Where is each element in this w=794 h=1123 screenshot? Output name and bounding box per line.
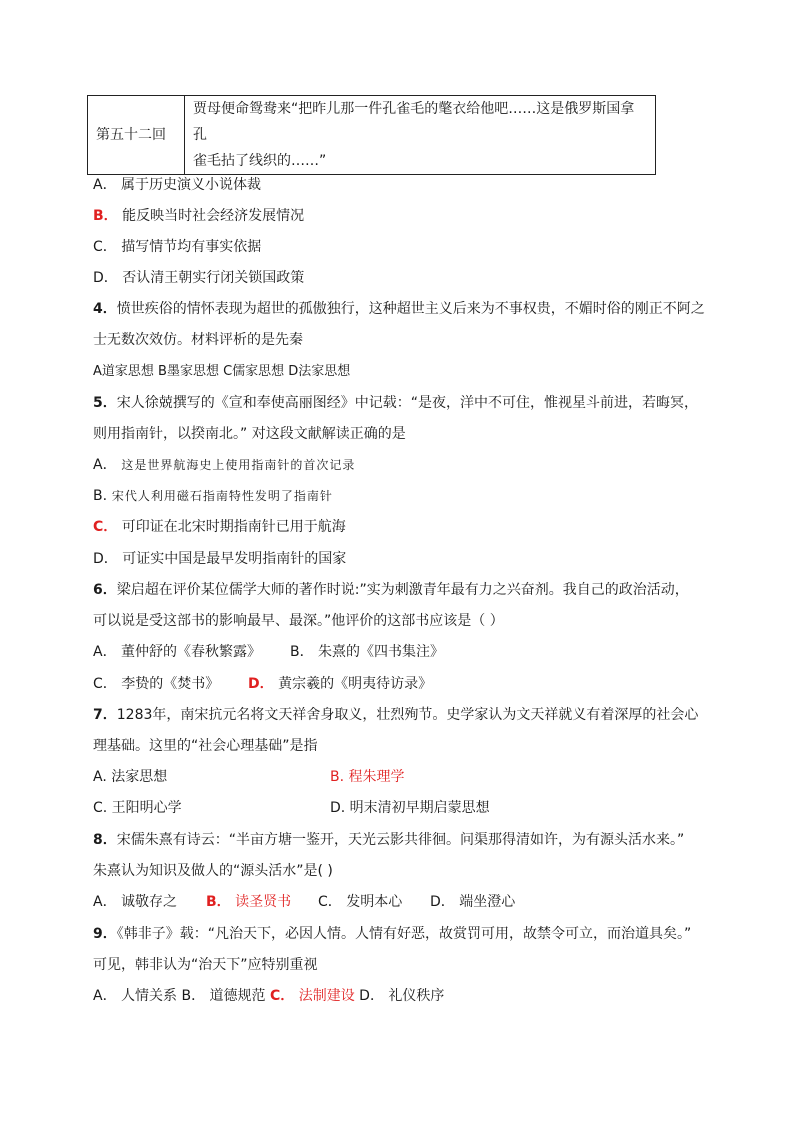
q7-option-d: D. 明末清初早期启蒙思想 [330,800,490,816]
q5-text-1: 宋人徐兢撰写的《宣和奉使高丽图经》中记载：“是夜，洋中不可住，惟视星斗前进，若晦冥， [116,395,699,411]
q7-line-1 [93,705,698,725]
q8-number: 8． [93,832,117,848]
quote-line-1: 贾母便命鸳鸯来“把昨儿那一件孔雀毛的氅衣给他吧……这是俄罗斯国拿孔 [193,101,635,143]
q5-option-c-label: C． [93,519,118,535]
q7-option-b: B. 程朱理学 [330,769,405,785]
q4-number: 4． [93,301,117,317]
q6-option-c: C． 李贽的《焚书》 [93,676,220,692]
q8-line-1 [93,830,684,850]
quote-table [87,95,656,175]
q9-option-ab: A． 人情关系 B． 道德规范 [93,988,270,1004]
q9-line-2: 可见，韩非认为“治天下”应特别重视 [93,957,318,973]
q7-option-c: C. 王阳明心学 [93,800,182,816]
q5-option-c-text: 可印证在北宋时期指南针已用于航海 [117,519,346,535]
q8-option-a: A． 诚敬存之 [93,894,178,910]
q5-option-d: D． 可证实中国是最早发明指南针的国家 [93,551,347,567]
q9-option-c-text: 法制建设 [294,988,355,1004]
q4-line-1 [93,299,705,319]
q6-line-1 [93,580,689,600]
q3-option-b-label: B． [93,208,118,224]
q7-text-1: 1283年，南宋抗元名将文天祥舍身取义，壮烈殉节。史学家认为文天祥就义有着深厚的社会心 [116,707,699,723]
q9-option-c-label: C． [269,988,295,1004]
q8-option-b-text: 读圣贤书 [230,894,292,910]
q8-line-2: 朱熹认为知识及做人的“源头活水”是( ) [93,863,333,879]
q9-option-d: D． 礼仪秩序 [354,988,445,1004]
q6-option-b: B． 朱熹的《四书集注》 [290,644,445,660]
q7-number: 7． [93,707,117,723]
q9-line-1 [93,924,691,944]
table-row [88,96,656,175]
q3-option-b [93,206,304,226]
q6-number: 6． [93,582,117,598]
q6-option-a: A． 董仲舒的《春秋繁露》 [93,644,262,660]
q5-option-c [93,517,346,537]
q5-option-a [93,455,355,475]
quote-line-2: 雀毛拈了线织的……” [193,153,327,169]
q9-text-1: 《韩非子》载：“凡治天下，必因人情。人情有好恶，故赏罚可用，故禁令可立，而治道具矣。” [116,926,692,942]
q5-line-1 [93,393,698,413]
q5-option-b-text: 宋代人利用磁石指南特性发明了指南针 [107,489,333,503]
q3-option-c: C． 描写情节均有事实依据 [93,239,262,255]
q3-option-a: A． 属于历史演义小说体裁 [93,177,262,193]
q6-line-2: 可以说是受这部书的影响最早、最深。”他评价的这部书应该是（ ） [93,613,504,629]
q9-options [93,986,444,1006]
q3-option-b-text: 能反映当时社会经济发展情况 [117,208,305,224]
q3-option-d: D． 否认清王朝实行闭关锁国政策 [93,270,305,286]
q5-option-a-label: A． [93,457,117,473]
q6-option-d [248,674,432,694]
q4-line-2: 士无数次效仿。材料评析的是先秦 [93,332,303,348]
q8-option-c: C． 发明本心 [318,894,403,910]
q7-option-a: A. 法家思想 [93,769,168,785]
q4-options: A道家思想 B墨家思想 C儒家思想 D法家思想 [93,364,351,379]
q6-option-d-label: D． [248,676,274,692]
q5-option-b [93,486,333,506]
q4-text-1: 愤世疾俗的情怀表现为超世的孤傲独行，这种超世主义后来为不事权贵，不媚时俗的刚正不阿之 [116,301,705,317]
q7-line-2: 理基础。这里的“社会心理基础”是指 [93,738,318,754]
q8-option-b [206,892,291,912]
q5-number: 5． [93,395,117,411]
q6-text-1: 梁启超在评价某位儒学大师的著作时说:”实为刺激青年最有力之兴奋剂。我自己的政治活动， [116,582,689,598]
q8-text-1: 宋儒朱熹有诗云：“半亩方塘一鉴开，天光云影共徘徊。问渠那得清如许，为有源头活水来。” [116,832,685,848]
q6-option-d-text: 黄宗羲的《明夷待访录》 [273,676,433,692]
q5-option-a-text: 这是世界航海史上使用指南针的首次记录 [116,458,356,472]
q5-option-b-label: B. [93,488,108,504]
quote-cell [185,96,656,175]
chapter-cell: 第五十二回 [88,96,185,175]
q8-option-b-label: B． [206,894,231,910]
q8-option-d: D． 端坐澄心 [430,894,516,910]
q9-number: 9． [93,926,117,942]
q5-line-2: 则用指南针，以揆南北。” 对这段文献解读正确的是 [93,426,406,442]
